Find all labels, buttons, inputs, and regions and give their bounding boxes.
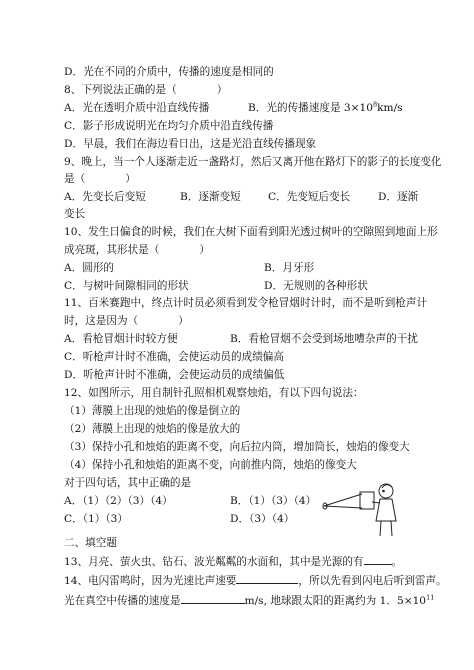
q15-text-mid: m/s, 地球跟太阳的距离约为 1．5×10	[244, 595, 427, 607]
q9-option-a: A．先变长后变短	[64, 191, 146, 203]
observer-body	[376, 499, 396, 521]
q8-stem	[64, 82, 434, 98]
q7-option-d: D．光在不同的介质中，传播的速度是相同的	[64, 66, 274, 78]
q13-stem	[64, 553, 434, 569]
observer-arm	[372, 502, 380, 503]
q8-option-b	[248, 100, 403, 116]
q9-option-d: D．逐渐	[378, 191, 419, 203]
q15-answer-blank[interactable]	[181, 592, 245, 604]
q10-option-a: A．圆形的	[64, 262, 115, 274]
q12-statement-4: （4）保持小孔和烛焰的距离不变，向前推内筒，烛焰的像变大	[64, 459, 357, 471]
q11-stem-cont	[64, 313, 434, 329]
q11-options-ab	[64, 331, 434, 347]
q9-option-d-cont: 变长	[64, 208, 86, 220]
q8-text: 8、下列说法正确的是（	[64, 84, 177, 96]
q10-options-cd	[64, 278, 434, 294]
q8-option-c: C．影子形成说明光在均匀介质中沿直线传播	[64, 120, 274, 132]
q12-stem: 12、如图所示，用自制针孔照相机观察烛焰，有以下四句说法：	[64, 387, 364, 399]
q10-stem: 10、发生日偏食的时候，我们在大树下面看到阳光透过树叶的空隙照到地面上形	[64, 226, 438, 238]
pinhole-camera-illustration	[322, 476, 402, 538]
q12-option-c: C．（1）（3）	[64, 513, 128, 525]
q12-option-a: A．（1）（2）（3）（4）	[64, 495, 173, 507]
q8-option-b-unit: km/s	[377, 102, 403, 114]
q12-statement-2: （2）薄膜上出现的烛焰的像是放大的	[64, 423, 241, 435]
q12-option-d: D．（3）（4）	[230, 513, 295, 525]
q15-stem	[64, 592, 434, 608]
q12-statement-1: （1）薄膜上出现的烛焰的像是倒立的	[64, 405, 241, 417]
q8-option-b-text: B．光的传播速度是 3×10	[248, 102, 373, 114]
q15-exponent: 11	[426, 593, 435, 602]
q9-text-cont: 是（	[64, 173, 86, 185]
q10-options-ab	[64, 260, 434, 276]
q8-option-b-exponent: 8	[373, 100, 378, 109]
q11-option-b: B．看枪冒烟不会受到场地嘈杂声的干扰	[230, 333, 418, 345]
q9-option-b: B．逐渐变短	[180, 191, 241, 203]
q9-stem: 9、晚上，当一个人逐渐走近一盏路灯，然后又离开他在路灯下的影子的长度变化	[64, 156, 442, 168]
q9-options	[64, 189, 434, 205]
q13-answer-blank[interactable]	[364, 553, 392, 565]
q11-paren-close: ）	[178, 315, 189, 327]
q11-stem: 11、百米赛跑中，终点计时员必须看到发令枪冒烟时计时，而不是听到枪声计	[64, 297, 428, 309]
q14-text: 14、电闪雷鸣时，因为光速比声速要	[64, 575, 237, 587]
camera-inner-tube	[360, 492, 374, 509]
observer-leg-right	[391, 521, 392, 536]
q11-option-c: C．听枪声计时不准确，会使运动员的成绩偏高	[64, 351, 284, 363]
q10-option-b: B．月牙形	[264, 262, 315, 274]
q9-stem-cont	[64, 171, 434, 187]
q12-question: 对于四句话，其中正确的是	[64, 477, 192, 489]
q15-text: 光在真空中传播的速度是	[64, 595, 181, 607]
q8-options-ab	[64, 100, 434, 116]
camera-outer-tube-bottom	[324, 506, 362, 508]
section-fill-in-heading: 二、填空题	[64, 537, 117, 549]
q14-text-end: ，所以先看到闪电后听到雷声。	[298, 575, 447, 587]
q10-text-cont: 成亮斑，其形状是（	[64, 244, 160, 256]
q13-text-end: 。	[391, 556, 403, 568]
q11-text-cont: 时，这是因为（	[64, 315, 139, 327]
q8-option-d: D．早晨，我们在海边看日出，这是光沿直线传播现象	[64, 138, 317, 150]
camera-outer-tube-top	[324, 494, 362, 506]
q10-stem-cont	[64, 242, 434, 258]
q14-answer-blank[interactable]	[236, 572, 298, 584]
q13-text: 13、月亮、萤火虫、钻石、波光粼粼的水面和，其中是光源的有	[64, 556, 364, 568]
q11-option-a: A．看枪冒烟计时较方便	[64, 333, 178, 345]
q14-stem	[64, 572, 447, 588]
q12-statement-3: （3）保持小孔和烛焰的距离不变，向后拉内筒，增加筒长，烛焰的像变大	[64, 441, 410, 453]
q8-paren-close: ）	[216, 84, 228, 96]
q9-paren-close: ）	[125, 173, 136, 185]
q9-option-c: C．先变短后变长	[268, 191, 351, 203]
q12-option-b: B．（1）（3）（4）	[230, 495, 317, 507]
observer-eye	[383, 490, 385, 492]
observer-leg-left	[380, 521, 381, 536]
q10-paren-close: ）	[199, 244, 210, 256]
q10-option-d: D．无规则的各种形状	[264, 280, 368, 292]
q11-option-d: D．听枪声计时不准确，会使运动员的成绩偏低	[64, 369, 285, 381]
q10-option-c: C．与树叶间隙相同的形状	[64, 280, 189, 292]
q8-option-a: A．光在透明介质中沿直线传播	[64, 102, 210, 114]
